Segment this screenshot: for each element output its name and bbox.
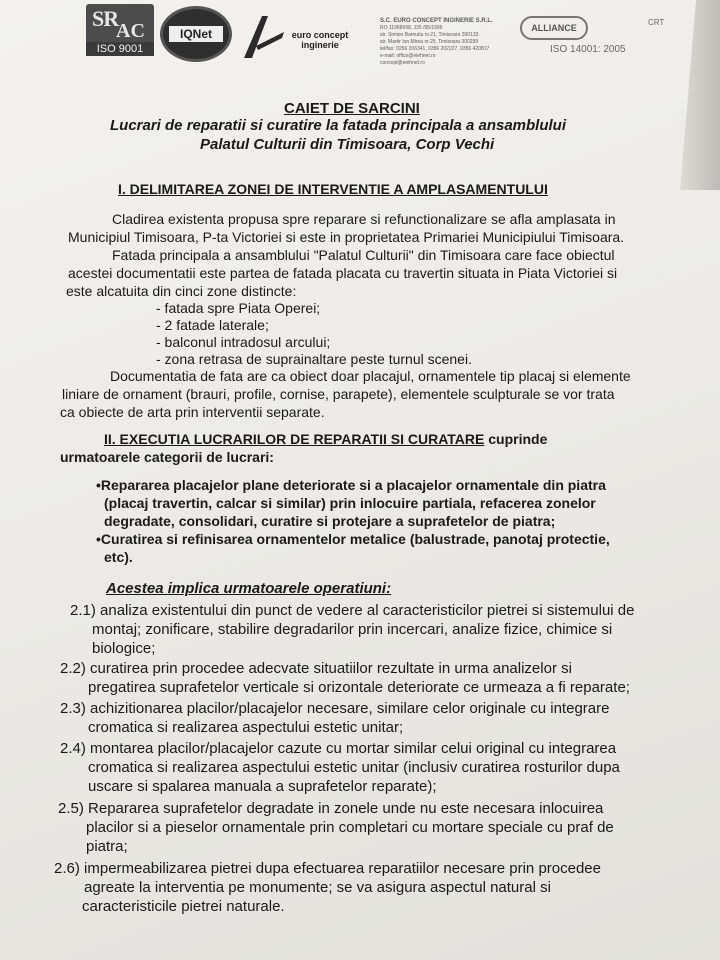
operation-continuation: placilor si a pieselor ornamentale prin completari cu mortare speciale cu praf de (86, 819, 614, 836)
doc-subtitle-line2: Palatul Culturii din Timisoara, Corp Vechi (200, 136, 495, 153)
iso14001-label: ISO 14001: 2005 (550, 44, 626, 55)
company-line: concept@eiehnet.ro (380, 60, 425, 66)
company-line: RO 11968998, J35 /95/1999 (380, 25, 443, 31)
operation-text: analiza existentului din punct de vedere al caracteristicilor pietrei si sistemului de (100, 602, 635, 619)
bullet-text: Curatirea si refinisarea ornamentelor metalice (balustrade, panotaj protectie, (100, 531, 610, 547)
paragraph-line: Municipiul Timisoara, P-ta Victoriei si este in proprietatea Primariei Municipiului Timisoara. (68, 229, 625, 245)
operation-number: 2.6) (54, 860, 80, 877)
bullet-continuation: degradate, consolidari, curatire si protejare a suprafetelor de piatra; (104, 513, 556, 529)
operation-number: 2.2) (60, 660, 86, 677)
operation-text: curatirea prin procedee adecvate situatiilor rezultate in urma analizelor si (90, 660, 572, 677)
paragraph-line: Fatada principala a ansamblului "Palatul Culturii" din Timisoara care face obiectul (112, 247, 615, 263)
zone-item: - fatada spre Piata Operei; (156, 300, 321, 316)
zone-item: - balconul intradosul arcului; (156, 334, 331, 350)
operation-continuation: cromatica si realizarea aspectului estetic unitar (inclusiv curatirea rosturilor dupa (88, 759, 620, 776)
operation-item (54, 860, 601, 878)
zone-item: - 2 fatade laterale; (156, 317, 269, 333)
bullet-dot-icon: • (96, 531, 101, 547)
iqnet-logo (160, 6, 232, 62)
letterhead (0, 0, 720, 80)
paragraph-line: este alcatuita din cinci zone distincte: (66, 283, 297, 299)
bullet-continuation: (placaj travertin, calcar si similar) prin inlocuire partiala, refacerea zonelor (104, 495, 596, 511)
bullet-dot-icon: • (96, 477, 101, 493)
crt-label: CRT (648, 18, 665, 27)
operation-text: achizitionarea placilor/placajelor necesare, similare celor originale cu integrare (90, 700, 610, 717)
zone-item: - zona retrasa de suprainaltare peste turnul scenei. (156, 351, 472, 367)
paragraph-line: acestei documentatii este partea de fatada placata cu travertin situata in Piata Victoriei si (68, 265, 618, 281)
operation-text: Repararea suprafetelor degradate in zonele unde nu este necesara inlocuirea (88, 800, 604, 817)
operation-number: 2.3) (60, 700, 86, 717)
operation-item (60, 700, 609, 718)
ec-name-line2: inginerie (301, 40, 339, 50)
company-line: str. Simion Barnutiu nr.21, Timisoara 300133 (380, 32, 479, 38)
operation-continuation: montaj; zonificare, stabilire degradarilor prin incercari, analize fizice, chimice si (92, 621, 613, 638)
operation-item (60, 740, 616, 758)
operation-continuation: uscare si spalarea manuala a suprafetelor reparate); (88, 778, 437, 795)
operation-continuation: cromatica si realizarea aspectului estetic unitar; (88, 719, 404, 736)
alliance-logo: ALLIANCE (520, 16, 588, 40)
operations-title: Acestea implica urmatoarele operatiuni: (106, 580, 392, 597)
iqnet-text: IQNet (169, 26, 223, 42)
section2-subtitle: urmatoarele categorii de lucrari: (60, 449, 274, 465)
operation-text: montarea placilor/placajelor cazute cu mortar similar celui original cu integrarea (90, 740, 617, 757)
operation-text: impermeabilizarea pietrei dupa efectuarea reparatiilor necesare prin procedee (84, 860, 601, 877)
ec-name-line1: euro concept (291, 30, 349, 40)
operation-number: 2.1) (70, 602, 96, 619)
paragraph-line: liniare de ornament (brauri, profile, cornise, parapete), elementele sculpturale se vor trata (62, 386, 615, 402)
bullet-item (96, 476, 606, 494)
logo-ac-text: AC (116, 20, 145, 42)
logo-sr-text: SR (92, 6, 119, 31)
company-line: e-mail: office@eiehnet.ro (380, 53, 436, 59)
paragraph-line: Cladirea existenta propusa spre reparare si refunctionalizare se afla amplasata in (112, 211, 616, 227)
operation-number: 2.4) (60, 740, 86, 757)
paragraph-line: Documentatia de fata are ca obiect doar placajul, ornamentele tip placaj si elemente (110, 368, 631, 384)
company-line: tel/fax: 0256 206341, 0356 202227, 0356 420817 (380, 46, 490, 52)
section2-title-rest: cuprinde (484, 431, 548, 447)
euro-concept-logo-icon (240, 12, 290, 62)
section1-title: I. DELIMITAREA ZONEI DE INTERVENTIE A AMPLASAMENTULUI (118, 181, 548, 197)
company-name: S.C. EURO CONCEPT INGINERIE S.R.L. (380, 18, 493, 24)
doc-title: CAIET DE SARCINI (284, 100, 420, 117)
operation-number: 2.5) (58, 800, 84, 817)
operation-continuation: agreate la interventia pe monumente; se va asigura aspectul natural si (84, 879, 551, 896)
paragraph-line: ca obiecte de arta prin interventii separate. (60, 404, 325, 420)
operation-continuation: piatra; (86, 838, 128, 855)
operation-item (60, 660, 572, 678)
operation-item (70, 602, 634, 620)
section2-title (104, 430, 547, 448)
operation-continuation: pregatirea suprafetelor verticale si orizontale deteriorate ce urmeaza a fi reparate; (88, 679, 630, 696)
company-details (380, 18, 520, 67)
operation-item (58, 800, 603, 818)
bullet-continuation: etc). (104, 549, 133, 565)
operation-continuation: caracteristicile pietrei naturale. (82, 898, 285, 915)
bullet-text: Repararea placajelor plane deteriorate si a placajelor ornamentale din piatra (100, 477, 606, 493)
bullet-item (96, 530, 610, 548)
doc-subtitle-line1: Lucrari de reparatii si curatire la fatada principala a ansamblului (110, 117, 566, 134)
section2-title-underlined: II. EXECUTIA LUCRARILOR DE REPARATII SI CURATARE (104, 431, 485, 447)
euro-concept-name (290, 30, 350, 50)
operation-continuation: biologice; (92, 640, 156, 657)
company-line: str. Martir Ion Mirea nr.25, Timisoara 300299 (380, 39, 479, 45)
iso9001-label: ISO 9001 (86, 42, 154, 56)
